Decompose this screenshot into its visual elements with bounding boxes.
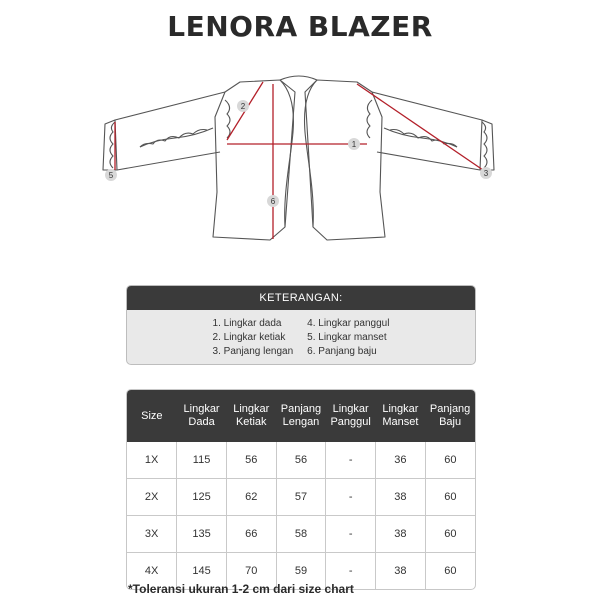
legend-box — [126, 285, 476, 365]
size-chart-table — [126, 389, 476, 590]
svg-text:2: 2 — [240, 102, 246, 111]
legend-item: 6. Panjang baju — [307, 346, 377, 357]
cell-size: 3X — [127, 516, 177, 553]
marker-2 — [237, 100, 249, 112]
header-lingkar-ketiak: Lingkar Ketiak — [226, 390, 276, 442]
cell: 38 — [376, 479, 426, 516]
cell: 66 — [226, 516, 276, 553]
cell: 36 — [376, 442, 426, 479]
header-lingkar-dada: Lingkar Dada — [177, 390, 227, 442]
blazer-diagram — [95, 62, 505, 262]
cell: 125 — [177, 479, 227, 516]
cell: 145 — [177, 553, 227, 590]
cell: 57 — [276, 479, 326, 516]
cell: - — [326, 479, 376, 516]
tolerance-note: *Toleransi ukuran 1-2 cm dari size chart — [128, 582, 354, 596]
table-row — [127, 442, 475, 479]
table-row — [127, 479, 475, 516]
cell: 59 — [276, 553, 326, 590]
header-lingkar-manset: Lingkar Manset — [376, 390, 426, 442]
svg-text:3: 3 — [483, 169, 489, 178]
cell: 60 — [425, 479, 475, 516]
legend-body — [127, 310, 475, 359]
legend-column-1 — [213, 317, 294, 359]
cell: 115 — [177, 442, 227, 479]
legend-item: 1. Lingkar dada — [212, 318, 282, 329]
blazer-illustration — [95, 62, 505, 262]
cell: 60 — [425, 516, 475, 553]
cell-size: 4X — [127, 553, 177, 590]
svg-text:1: 1 — [351, 140, 357, 149]
svg-text:6: 6 — [270, 197, 276, 206]
cell: 56 — [276, 442, 326, 479]
marker-5 — [105, 169, 117, 181]
cell: 58 — [276, 516, 326, 553]
legend-item: 4. Lingkar panggul — [307, 318, 390, 329]
header-size: Size — [127, 390, 177, 442]
cell: 62 — [226, 479, 276, 516]
legend-item: 2. Lingkar ketiak — [212, 332, 286, 343]
header-panjang-baju: Panjang Baju — [425, 390, 475, 442]
table-row — [127, 516, 475, 553]
cell: 60 — [425, 553, 475, 590]
legend-item: 3. Panjang lengan — [212, 346, 294, 357]
cell: 56 — [226, 442, 276, 479]
marker-3 — [480, 167, 492, 179]
cell-size: 1X — [127, 442, 177, 479]
cell: 60 — [425, 442, 475, 479]
blazer-body-outline-right — [305, 80, 385, 240]
legend-header: KETERANGAN: — [127, 286, 475, 310]
cell: 135 — [177, 516, 227, 553]
left-sleeve — [115, 92, 225, 170]
table-header-row — [127, 390, 475, 442]
cell: - — [326, 516, 376, 553]
marker-1 — [348, 138, 360, 150]
svg-text:5: 5 — [108, 171, 114, 180]
cell: - — [326, 442, 376, 479]
blazer-body-outline — [213, 80, 295, 240]
header-panjang-lengan: Panjang Lengan — [276, 390, 326, 442]
cell-size: 2X — [127, 479, 177, 516]
marker-6 — [267, 195, 279, 207]
measure-line-sleeve — [357, 84, 483, 170]
header-lingkar-panggul: Lingkar Panggul — [326, 390, 376, 442]
legend-item: 5. Lingkar manset — [307, 332, 387, 343]
cell: 38 — [376, 516, 426, 553]
cell: - — [326, 553, 376, 590]
blazer-collar-right — [305, 80, 318, 227]
cell: 38 — [376, 553, 426, 590]
legend-column-2 — [307, 317, 389, 359]
cell: 70 — [226, 553, 276, 590]
page-title: LENORA BLAZER — [167, 10, 433, 43]
